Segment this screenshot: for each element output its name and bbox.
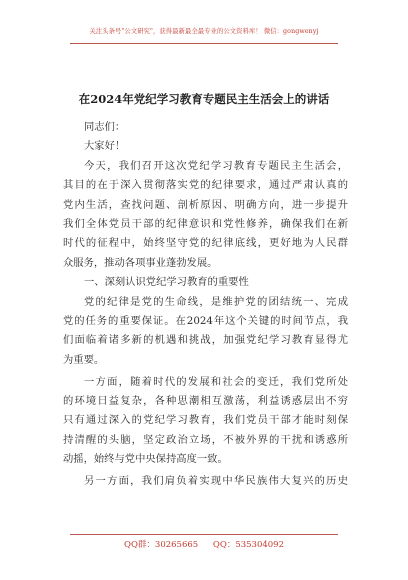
- paragraph-line: 另一方面，我们肩负着实现中华民族伟大复兴的历史: [84, 475, 348, 488]
- header-divider: [70, 43, 338, 44]
- header-banner: 关注头条号"公文研究"，获得最新最全最专业的公文资料库！ 微信：gongwenyj: [89, 28, 319, 35]
- document-title: 在2024年党纪学习教育专题民主生活会上的讲话: [78, 92, 330, 106]
- paragraph-line: 为重要。: [63, 353, 105, 366]
- salutation: 同志们：: [84, 121, 126, 133]
- footer-qq: QQ：535304092: [212, 540, 284, 550]
- paragraph-line: 党的任务的重要保证。在2024年这个关键的时间节点，我: [63, 314, 348, 327]
- paragraph-line: 持清醒的头脑，坚定政治立场，不被外界的干扰和诱惑所: [63, 433, 348, 446]
- paragraph-line: 的环境日益复杂，各种思潮相互激荡，利益诱惑层出不穷: [63, 395, 348, 408]
- footer-contact: [0, 538, 408, 550]
- paragraph-line: 时代的征程中，始终坚守党的纪律底线，更好地为人民群: [63, 237, 348, 250]
- paragraph-line: 一方面，随着时代的发展和社会的变迁，我们党所处: [84, 375, 348, 388]
- paragraph-line: 众服务，推动各项事业蓬勃发展。: [63, 256, 218, 269]
- paragraph-line: 今天，我们召开这次党纪学习教育专题民主生活会，: [84, 159, 348, 172]
- document-body: [63, 118, 348, 492]
- paragraph-line: 其目的在于深入贯彻落实党的纪律要求，通过严肃认真的: [63, 179, 348, 192]
- paragraph-line: 们面临着诸多新的机遇和挑战，加强党纪学习教育显得尤: [63, 334, 348, 347]
- footer-qq-group: QQ群：30265665: [123, 540, 199, 550]
- greeting: 大家好！: [84, 140, 126, 153]
- paragraph-line: 党的纪律是党的生命线，是维护党的团结统一、完成: [84, 295, 348, 308]
- paragraph-line: 只有通过深入的党纪学习教育，我们党员干部才能时刻保: [63, 414, 348, 427]
- paragraph-line: 动摇，始终与党中央保持高度一致。: [63, 453, 228, 466]
- footer-divider: [70, 534, 338, 535]
- paragraph-line: 党内生活，查找问题、剖析原因、明确方向，进一步提升: [63, 198, 348, 211]
- section-heading: 一、深刻认识党纪学习教育的重要性: [84, 276, 249, 289]
- paragraph-line: 我们全体党员干部的纪律意识和党性修养，确保我们在新: [63, 217, 348, 230]
